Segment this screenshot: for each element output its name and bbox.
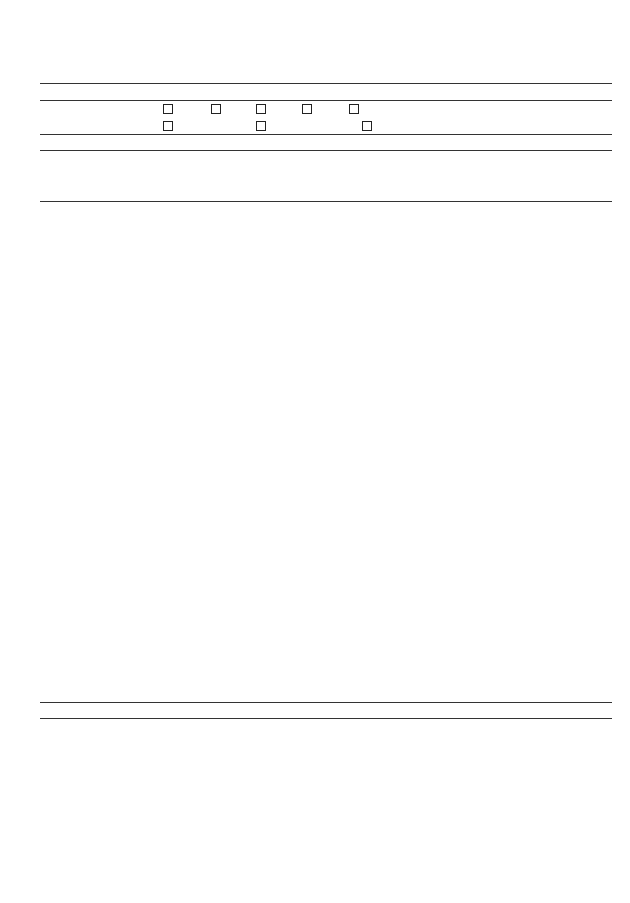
- divider: [40, 718, 612, 719]
- divider: [40, 134, 612, 135]
- divider: [40, 150, 612, 151]
- checkbox-existing[interactable]: [362, 120, 374, 134]
- divider: [40, 702, 612, 703]
- divider: [40, 83, 612, 84]
- divider: [40, 100, 612, 101]
- checkbox-reconstruction[interactable]: [256, 103, 268, 117]
- checkbox-relocation[interactable]: [302, 103, 314, 117]
- checkbox-major-repair[interactable]: [163, 120, 175, 134]
- divider: [40, 201, 612, 202]
- checkbox-change-of-use[interactable]: [349, 103, 361, 117]
- checkbox-new-construction[interactable]: [163, 103, 175, 117]
- checkbox-extension[interactable]: [211, 103, 223, 117]
- checkbox-major-remodel[interactable]: [256, 120, 268, 134]
